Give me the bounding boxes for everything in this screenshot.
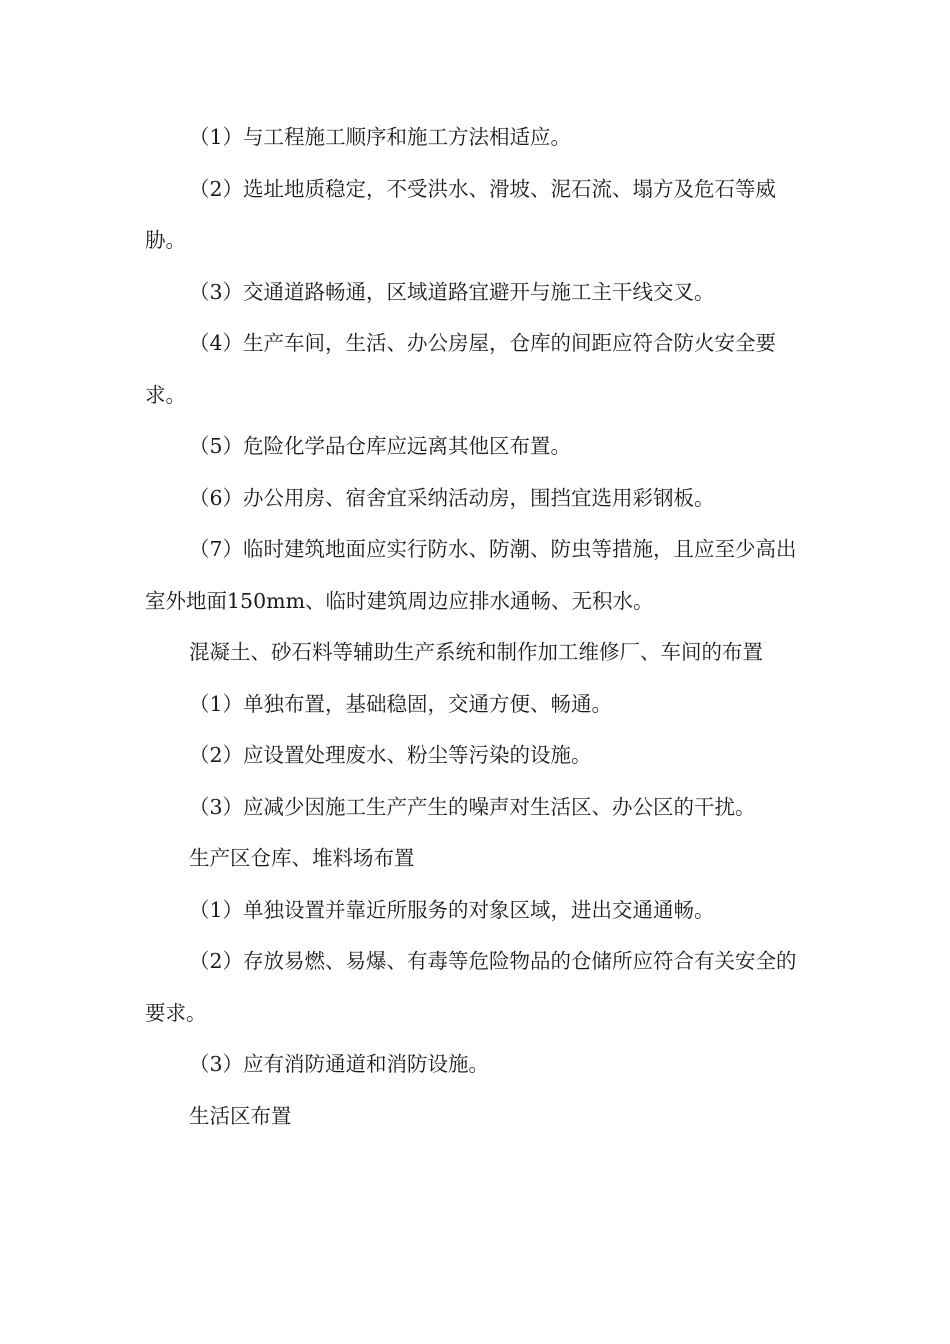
- document-body: [145, 112, 805, 1142]
- paragraph-3: （3）交通道路畅通，区域道路宜避开与施工主干线交叉。: [189, 279, 715, 304]
- paragraph-8: （1）单独布置，基础稳固，交通方便、畅通。: [189, 691, 613, 716]
- section-heading-warehouse: 生产区仓库、堆料场布置: [189, 846, 415, 870]
- paragraph-12: （2）存放易燃、易爆、有毒等危险物品的仓储所应符合有关安全的要求。: [145, 949, 797, 1025]
- paragraph-1: （1）与工程施工顺序和施工方法相适应。: [189, 125, 572, 149]
- section-heading-production-system: 混凝土、砂石料等辅助生产系统和制作加工维修厂、车间的布置: [189, 640, 763, 664]
- paragraph-11: （1）单独设置并靠近所服务的对象区域，进出交通通畅。: [189, 897, 715, 922]
- paragraph-4: （4）生产车间，生活、办公房屋，仓库的间距应符合防火安全要求。: [145, 331, 777, 407]
- paragraph-9: （2）应设置处理废水、粉尘等污染的设施。: [189, 743, 592, 767]
- paragraph-7: （7）临时建筑地面应实行防水、防潮、防虫等措施，且应至少高出室外地面150mm、临时建筑周边应排水通畅、无积水。: [145, 537, 797, 613]
- paragraph-2: （2）选址地质稳定，不受洪水、滑坡、泥石流、塌方及危石等威胁。: [145, 176, 777, 252]
- paragraph-6: （6）办公用房、宿舍宜采纳活动房，围挡宜选用彩钢板。: [189, 485, 715, 510]
- section-heading-living-area: 生活区布置: [189, 1103, 292, 1128]
- paragraph-10: （3）应减少因施工生产产生的噪声对生活区、办公区的干扰。: [189, 794, 756, 819]
- paragraph-13: （3）应有消防通道和消防设施。: [189, 1052, 490, 1076]
- paragraph-5: （5）危险化学品仓库应远离其他区布置。: [189, 434, 572, 458]
